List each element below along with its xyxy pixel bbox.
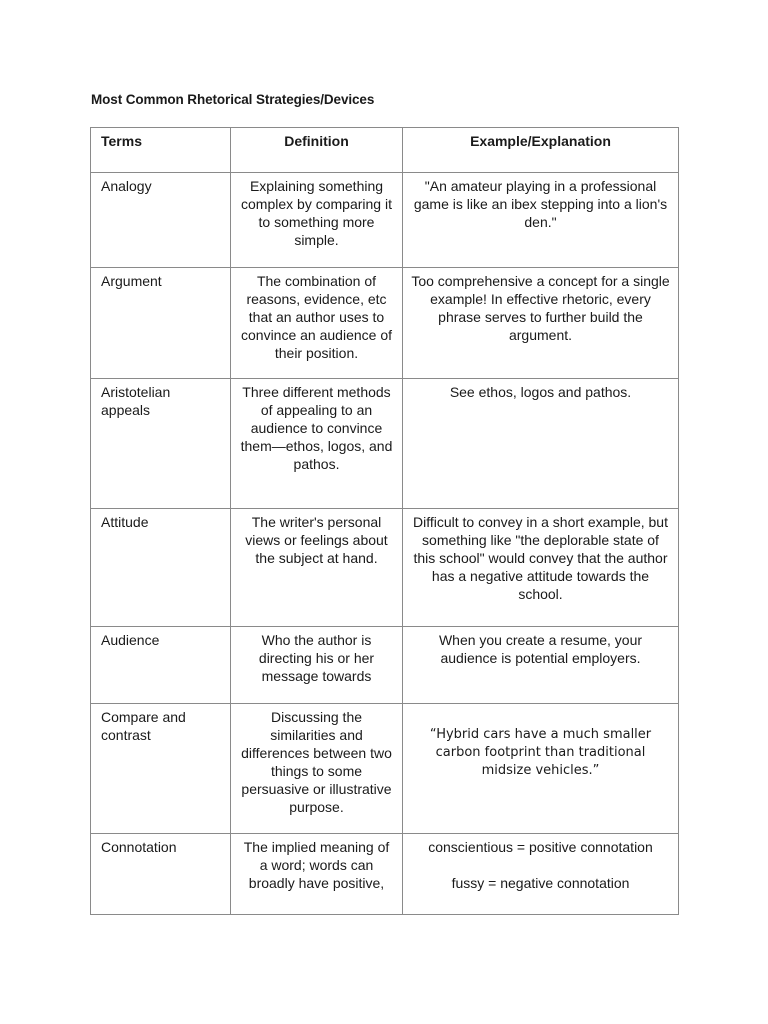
term-cell: Connotation xyxy=(91,834,231,915)
example-cell: “Hybrid cars have a much smaller carbon footprint than traditional midsize vehicles.” xyxy=(403,704,679,834)
header-example: Example/Explanation xyxy=(403,128,679,173)
term-cell: Argument xyxy=(91,268,231,379)
table-row xyxy=(91,173,679,268)
definition-cell: Explaining something complex by comparing it to something more simple. xyxy=(231,173,403,268)
term-cell: Attitude xyxy=(91,509,231,627)
table-row xyxy=(91,379,679,509)
example-line: fussy = negative connotation xyxy=(451,875,630,891)
definition-cell: The combination of reasons, evidence, etc that an author uses to convince an audience of their position. xyxy=(231,268,403,379)
definition-cell: Three different methods of appealing to an audience to convince them—ethos, logos, and pathos. xyxy=(231,379,403,509)
definition-cell: Who the author is directing his or her message towards xyxy=(231,627,403,704)
header-terms: Terms xyxy=(91,128,231,173)
table-row xyxy=(91,704,679,834)
example-line: conscientious = positive connotation xyxy=(428,839,653,855)
document-title: Most Common Rhetorical Strategies/Devices xyxy=(91,92,375,107)
table-header-row xyxy=(91,128,679,173)
example-cell: See ethos, logos and pathos. xyxy=(403,379,679,509)
table-row xyxy=(91,627,679,704)
definition-cell: The writer's personal views or feelings about the subject at hand. xyxy=(231,509,403,627)
table-row xyxy=(91,268,679,379)
term-cell: Audience xyxy=(91,627,231,704)
table-row xyxy=(91,509,679,627)
example-cell: Difficult to convey in a short example, but something like "the deplorable state of this school" would convey that the author has a negative attitude towards the school. xyxy=(403,509,679,627)
term-cell: Compare and contrast xyxy=(91,704,231,834)
header-definition: Definition xyxy=(231,128,403,173)
definition-cell: Discussing the similarities and differences between two things to some persuasive or illustrative purpose. xyxy=(231,704,403,834)
example-cell xyxy=(403,834,679,915)
table-row xyxy=(91,834,679,915)
example-cell: "An amateur playing in a professional game is like an ibex stepping into a lion's den." xyxy=(403,173,679,268)
term-cell: Analogy xyxy=(91,173,231,268)
term-cell: Aristotelian appeals xyxy=(91,379,231,509)
example-cell: When you create a resume, your audience is potential employers. xyxy=(403,627,679,704)
example-cell: Too comprehensive a concept for a single example! In effective rhetoric, every phrase serves to further build the argument. xyxy=(403,268,679,379)
definition-cell: The implied meaning of a word; words can broadly have positive, xyxy=(231,834,403,915)
rhetorical-devices-table xyxy=(90,127,679,915)
